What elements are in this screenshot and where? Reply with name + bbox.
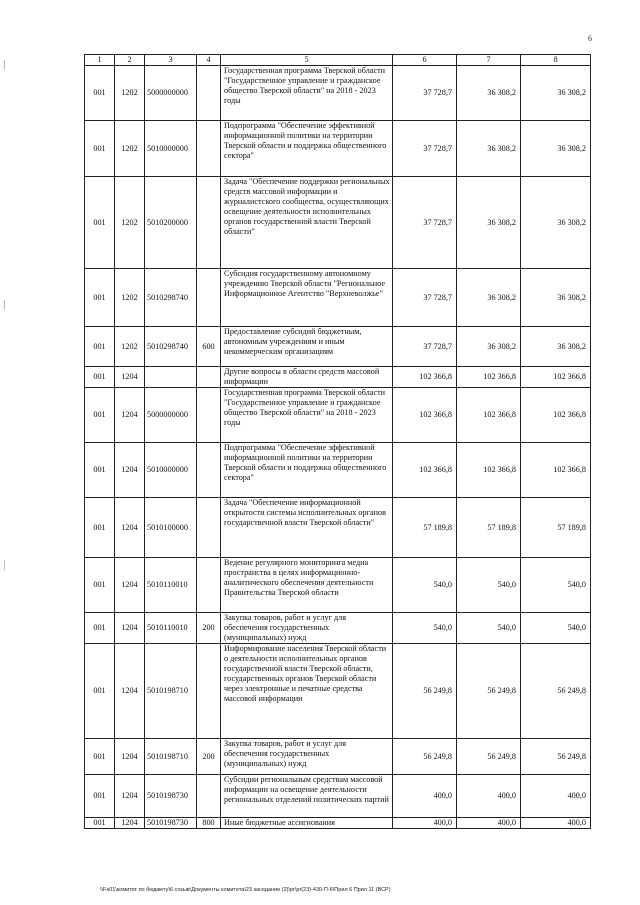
- amount-cell-col6: 102 366,8: [393, 388, 457, 443]
- admin-code-cell: 001: [85, 443, 115, 498]
- target-article-cell: 5000000000: [145, 66, 197, 121]
- admin-code-cell: 001: [85, 818, 115, 829]
- amount-cell-col7: 400,0: [457, 818, 521, 829]
- target-article-cell: 5010298740: [145, 269, 197, 327]
- section-code-cell: 1204: [115, 818, 145, 829]
- description-cell: Подпрограмма "Обеспечение эффективной информационной политики на территории Тверской области и поддержка общественного сектора": [221, 443, 393, 498]
- target-article-cell: 5010110010: [145, 558, 197, 613]
- column-header: 3: [145, 55, 197, 66]
- amount-cell-col6: 102 366,8: [393, 443, 457, 498]
- section-code-cell: 1204: [115, 558, 145, 613]
- column-header: 4: [197, 55, 221, 66]
- table-row: [85, 739, 591, 775]
- table-body: [85, 66, 591, 829]
- admin-code-cell: 001: [85, 498, 115, 558]
- admin-code-cell: 001: [85, 327, 115, 367]
- expense-type-cell: 800: [197, 818, 221, 829]
- margin-mark: [4, 300, 5, 310]
- description-cell: Другие вопросы в области средств массовой информации: [221, 367, 393, 388]
- expense-type-cell: 200: [197, 613, 221, 644]
- description-cell: Информирование населения Тверской области о деятельности исполнительных органов государственной власти Тверской области, государственных органов Тверской области через электронные и печатные средства массовой информации: [221, 644, 393, 739]
- amount-cell-col6: 37 728,7: [393, 121, 457, 177]
- column-header: 7: [457, 55, 521, 66]
- table-row: [85, 388, 591, 443]
- amount-cell-col8: 36 308,2: [521, 121, 591, 177]
- amount-cell-col8: 56 249,8: [521, 644, 591, 739]
- amount-cell-col6: 57 189,8: [393, 498, 457, 558]
- admin-code-cell: 001: [85, 558, 115, 613]
- amount-cell-col8: 57 189,8: [521, 498, 591, 558]
- page-number: 6: [588, 34, 592, 43]
- amount-cell-col7: 102 366,8: [457, 388, 521, 443]
- target-article-cell: 5010198730: [145, 818, 197, 829]
- amount-cell-col8: 56 249,8: [521, 739, 591, 775]
- amount-cell-col6: 540,0: [393, 558, 457, 613]
- expense-type-cell: [197, 644, 221, 739]
- amount-cell-col8: 400,0: [521, 818, 591, 829]
- expense-type-cell: [197, 558, 221, 613]
- admin-code-cell: 001: [85, 775, 115, 818]
- description-cell: Закупка товаров, работ и услуг для обеспечения государственных (муниципальных) нужд: [221, 739, 393, 775]
- expense-type-cell: [197, 367, 221, 388]
- target-article-cell: [145, 367, 197, 388]
- description-cell: Субсидии региональным средствам массовой информации на освещение деятельности региональных отделений политических партий: [221, 775, 393, 818]
- description-cell: Иные бюджетные ассигнования: [221, 818, 393, 829]
- margin-mark: [4, 60, 5, 70]
- amount-cell-col8: 400,0: [521, 775, 591, 818]
- amount-cell-col7: 36 308,2: [457, 269, 521, 327]
- amount-cell-col6: 400,0: [393, 775, 457, 818]
- admin-code-cell: 001: [85, 66, 115, 121]
- table-row: [85, 818, 591, 829]
- amount-cell-col6: 37 728,7: [393, 66, 457, 121]
- amount-cell-col8: 36 308,2: [521, 177, 591, 269]
- amount-cell-col7: 56 249,8: [457, 739, 521, 775]
- admin-code-cell: 001: [85, 613, 115, 644]
- expense-type-cell: [197, 498, 221, 558]
- amount-cell-col7: 57 189,8: [457, 498, 521, 558]
- admin-code-cell: 001: [85, 367, 115, 388]
- amount-cell-col6: 37 728,7: [393, 177, 457, 269]
- amount-cell-col6: 400,0: [393, 818, 457, 829]
- description-cell: Предоставление субсидий бюджетным, автономным учреждениям и иным некоммерческим организациям: [221, 327, 393, 367]
- target-article-cell: 5000000000: [145, 388, 197, 443]
- target-article-cell: 5010198710: [145, 644, 197, 739]
- table-row: [85, 498, 591, 558]
- expense-type-cell: [197, 443, 221, 498]
- section-code-cell: 1204: [115, 739, 145, 775]
- amount-cell-col6: 102 366,8: [393, 367, 457, 388]
- amount-cell-col8: 36 308,2: [521, 269, 591, 327]
- admin-code-cell: 001: [85, 739, 115, 775]
- section-code-cell: 1202: [115, 66, 145, 121]
- section-code-cell: 1202: [115, 121, 145, 177]
- expense-type-cell: [197, 775, 221, 818]
- table-row: [85, 367, 591, 388]
- table-row: [85, 443, 591, 498]
- section-code-cell: 1204: [115, 498, 145, 558]
- amount-cell-col7: 36 308,2: [457, 327, 521, 367]
- description-cell: Закупка товаров, работ и услуг для обеспечения государственных (муниципальных) нужд: [221, 613, 393, 644]
- description-cell: Государственная программа Тверской области "Государственное управление и гражданское общество Тверской области" на 2018 - 2023 годы: [221, 388, 393, 443]
- amount-cell-col7: 36 308,2: [457, 121, 521, 177]
- admin-code-cell: 001: [85, 121, 115, 177]
- table-row: [85, 269, 591, 327]
- table-row: [85, 644, 591, 739]
- table-row: [85, 121, 591, 177]
- section-code-cell: 1202: [115, 177, 145, 269]
- expense-type-cell: 600: [197, 327, 221, 367]
- target-article-cell: 5010110010: [145, 613, 197, 644]
- section-code-cell: 1204: [115, 388, 145, 443]
- section-code-cell: 1202: [115, 269, 145, 327]
- expense-type-cell: [197, 177, 221, 269]
- expense-type-cell: [197, 269, 221, 327]
- footer-file-path: \\Fs01\комитет по бюджету\6 созыв\Документы комитета\23 заседание (2)\pr\pr(23)-430-П-6\Прил 6 Прил 11 (ВСР): [100, 887, 391, 893]
- amount-cell-col7: 102 366,8: [457, 443, 521, 498]
- amount-cell-col8: 36 308,2: [521, 327, 591, 367]
- amount-cell-col7: 400,0: [457, 775, 521, 818]
- table-row: [85, 613, 591, 644]
- table-row: [85, 775, 591, 818]
- amount-cell-col6: 37 728,7: [393, 269, 457, 327]
- amount-cell-col8: 102 366,8: [521, 443, 591, 498]
- amount-cell-col6: 37 728,7: [393, 327, 457, 367]
- target-article-cell: 5010198710: [145, 739, 197, 775]
- admin-code-cell: 001: [85, 177, 115, 269]
- amount-cell-col6: 56 249,8: [393, 739, 457, 775]
- admin-code-cell: 001: [85, 269, 115, 327]
- amount-cell-col8: 540,0: [521, 558, 591, 613]
- section-code-cell: 1202: [115, 327, 145, 367]
- expense-type-cell: [197, 388, 221, 443]
- section-code-cell: 1204: [115, 775, 145, 818]
- target-article-cell: 5010200000: [145, 177, 197, 269]
- table-row: [85, 327, 591, 367]
- column-header: 1: [85, 55, 115, 66]
- column-header: 6: [393, 55, 457, 66]
- admin-code-cell: 001: [85, 388, 115, 443]
- section-code-cell: 1204: [115, 367, 145, 388]
- amount-cell-col6: 56 249,8: [393, 644, 457, 739]
- amount-cell-col6: 540,0: [393, 613, 457, 644]
- amount-cell-col8: 540,0: [521, 613, 591, 644]
- section-code-cell: 1204: [115, 613, 145, 644]
- target-article-cell: 5010298740: [145, 327, 197, 367]
- amount-cell-col7: 540,0: [457, 558, 521, 613]
- margin-mark: [4, 560, 5, 570]
- amount-cell-col8: 102 366,8: [521, 388, 591, 443]
- description-cell: Подпрограмма "Обеспечение эффективной информационной политики на территории Тверской области и поддержка общественного сектора": [221, 121, 393, 177]
- target-article-cell: 5010000000: [145, 121, 197, 177]
- amount-cell-col7: 56 249,8: [457, 644, 521, 739]
- target-article-cell: 5010198730: [145, 775, 197, 818]
- description-cell: Задача "Обеспечение информационной открытости системы исполнительных органов государственной власти Тверской области": [221, 498, 393, 558]
- amount-cell-col8: 102 366,8: [521, 367, 591, 388]
- section-code-cell: 1204: [115, 644, 145, 739]
- description-cell: Ведение регулярного мониторинга медиа пространства в целях информационно-аналитического обеспечения деятельности Правительства Тверской области: [221, 558, 393, 613]
- admin-code-cell: 001: [85, 644, 115, 739]
- budget-table: [84, 54, 591, 829]
- expense-type-cell: [197, 121, 221, 177]
- expense-type-cell: 200: [197, 739, 221, 775]
- amount-cell-col7: 36 308,2: [457, 177, 521, 269]
- amount-cell-col7: 102 366,8: [457, 367, 521, 388]
- expense-type-cell: [197, 66, 221, 121]
- section-code-cell: 1204: [115, 443, 145, 498]
- target-article-cell: 5010100000: [145, 498, 197, 558]
- description-cell: Задача "Обеспечение поддержки региональных средств массовой информации и журналистского сообщества, осуществляющих освещение деятельности исполнительных органов государственной власти Тверской области": [221, 177, 393, 269]
- amount-cell-col7: 36 308,2: [457, 66, 521, 121]
- description-cell: Субсидия государственному автономному учреждению Тверской области "Региональное Информационное Агентство "Верхневолжье": [221, 269, 393, 327]
- amount-cell-col7: 540,0: [457, 613, 521, 644]
- table-row: [85, 177, 591, 269]
- column-header: 8: [521, 55, 591, 66]
- table-row: [85, 66, 591, 121]
- amount-cell-col8: 36 308,2: [521, 66, 591, 121]
- target-article-cell: 5010000000: [145, 443, 197, 498]
- table-row: [85, 558, 591, 613]
- column-header: 2: [115, 55, 145, 66]
- header-row: [85, 55, 591, 66]
- budget-table-container: [84, 54, 590, 829]
- description-cell: Государственная программа Тверской области "Государственное управление и гражданское общество Тверской области" на 2018 - 2023 годы: [221, 66, 393, 121]
- column-header: 5: [221, 55, 393, 66]
